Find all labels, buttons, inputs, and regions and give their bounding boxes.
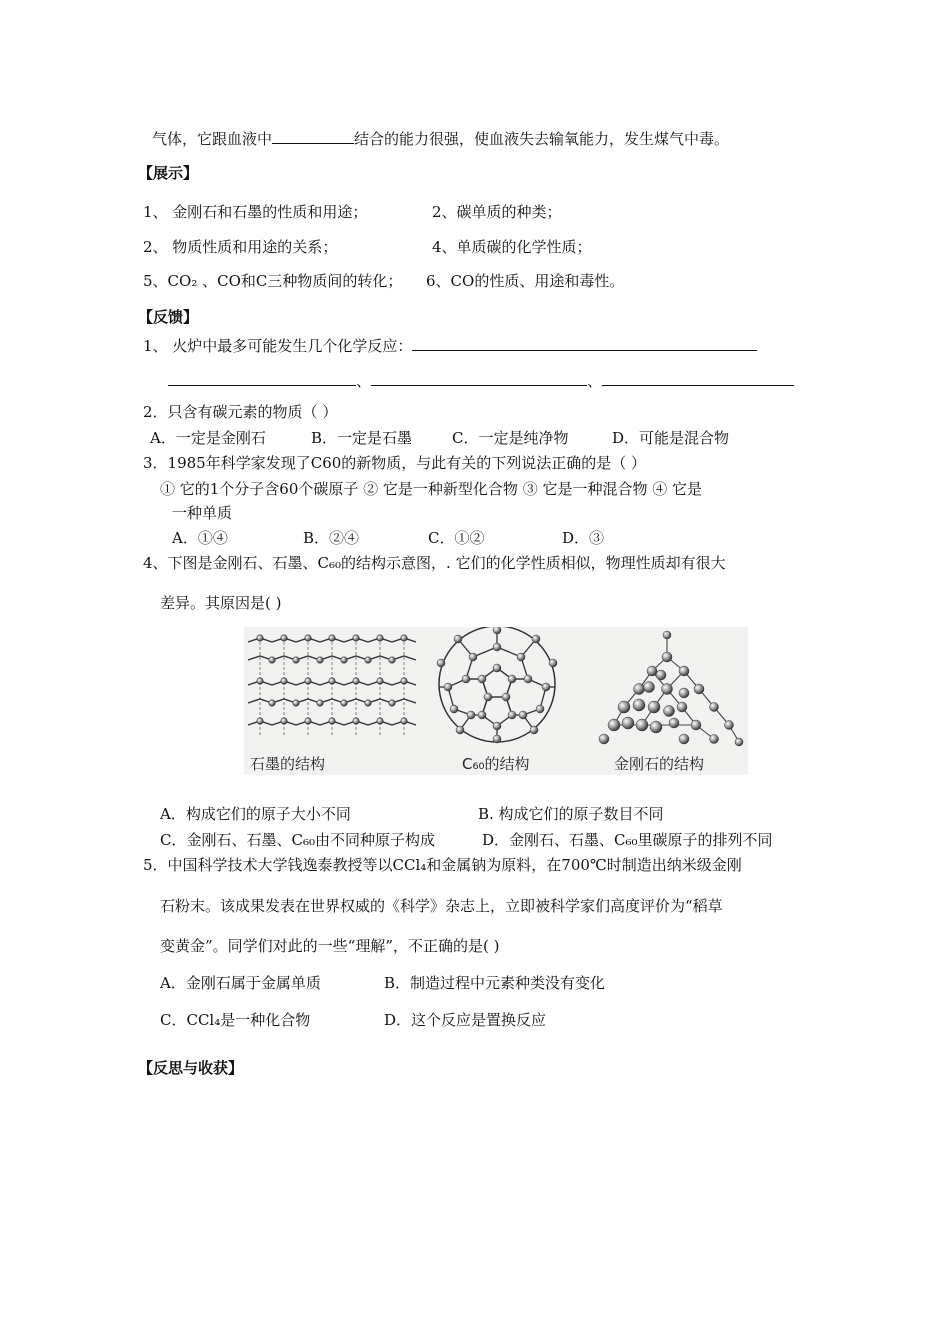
show-item-6: 6、CO的性质、用途和毒性。 <box>426 272 625 290</box>
show-item-4: 4、单质碳的化学性质； <box>432 238 592 256</box>
q2-option-b[interactable]: B．一定是石墨 <box>311 429 413 447</box>
q3-option-a[interactable]: A．①④ <box>172 529 228 547</box>
q3-statements-line1: ① 它的1个分子含60个碳原子 ② 它是一种新型化合物 ③ 它是一种混合物 ④ 它是 <box>160 480 703 498</box>
show-item-5: 5、CO₂ 、CO和C三种物质间的转化； <box>143 272 403 290</box>
q5-option-c[interactable]: C．CCl₄是一种化合物 <box>160 1011 311 1029</box>
q3-option-d[interactable]: D．③ <box>562 529 605 547</box>
q2-stem: 2．只含有碳元素的物质（ ） <box>143 403 338 421</box>
q2-option-d[interactable]: D．可能是混合物 <box>612 429 730 447</box>
q5-stem-line2: 石粉末。该成果发表在世界权威的《科学》杂志上，立即被科学家们高度评价为“稻草 <box>160 897 723 915</box>
intro-line <box>152 128 729 149</box>
q1-answer-blank-4[interactable] <box>602 370 794 386</box>
carbon-structures-figure <box>244 627 748 775</box>
q4-stem-line2: 差异。其原因是( ) <box>160 594 282 612</box>
graphite-structure-diagram <box>248 635 416 735</box>
q1-stem-line <box>143 335 757 356</box>
caption-c60: C₆₀的结构 <box>462 755 530 773</box>
intro-text-post: 结合的能力很强，使血液失去输氧能力，发生煤气中毒。 <box>354 130 730 148</box>
q3-option-b[interactable]: B．②④ <box>303 529 360 547</box>
q3-statements-line2: 一种单质 <box>172 504 233 522</box>
q1-separator: 、 <box>587 372 603 390</box>
show-item-1: 1、 金刚石和石墨的性质和用途； <box>143 203 368 221</box>
diamond-structure-diagram <box>599 631 743 746</box>
q3-option-c[interactable]: C．①② <box>428 529 485 547</box>
q2-option-a[interactable]: A．一定是金刚石 <box>150 429 266 447</box>
caption-graphite: 石墨的结构 <box>250 755 326 773</box>
show-item-3: 2、 物质性质和用途的关系； <box>143 238 338 256</box>
q5-option-b[interactable]: B．制造过程中元素种类没有变化 <box>384 974 606 992</box>
caption-diamond: 金刚石的结构 <box>614 755 705 773</box>
q2-option-c[interactable]: C．一定是纯净物 <box>452 429 569 447</box>
q4-stem-line1: 4、下图是金刚石、石墨、C₆₀的结构示意图，. 它们的化学性质相似，物理性质却有很大 <box>143 554 726 572</box>
q4-option-b[interactable]: B. 构成它们的原子数目不同 <box>478 805 664 823</box>
q1-separator: 、 <box>356 372 372 390</box>
q1-answer-blank-2[interactable] <box>168 370 356 386</box>
intro-text-pre: 气体，它跟血液中 <box>152 130 273 148</box>
q5-stem-line3: 变黄金”。同学们对此的一些“理解”，不正确的是( ) <box>160 937 500 955</box>
show-item-2: 2、碳单质的种类； <box>432 203 562 221</box>
q4-option-c[interactable]: C．金刚石、石墨、C₆₀由不同种原子构成 <box>160 831 435 849</box>
q1-blanks-line <box>168 370 794 391</box>
c60-structure-diagram <box>437 627 557 743</box>
section-heading-show: 【展示】 <box>138 164 199 182</box>
q5-stem-line1: 5．中国科学技术大学钱逸泰教授等以CCl₄和金属钠为原料，在700℃时制造出纳米级金刚 <box>143 856 742 874</box>
fill-blank[interactable] <box>272 128 354 144</box>
carbon-structures-svg <box>244 627 748 775</box>
q1-answer-blank-3[interactable] <box>371 370 587 386</box>
q1-stem: 1、 火炉中最多可能发生几个化学反应： <box>143 337 413 355</box>
section-heading-reflect: 【反思与收获】 <box>138 1059 244 1077</box>
q5-option-a[interactable]: A．金刚石属于金属单质 <box>160 974 321 992</box>
q4-option-d[interactable]: D．金刚石、石墨、C₆₀里碳原子的排列不同 <box>482 831 773 849</box>
section-heading-feedback: 【反馈】 <box>138 308 199 326</box>
q5-option-d[interactable]: D．这个反应是置换反应 <box>384 1011 547 1029</box>
q4-option-a[interactable]: A．构成它们的原子大小不同 <box>160 805 351 823</box>
q1-answer-blank-1[interactable] <box>412 335 757 351</box>
q3-stem: 3．1985年科学家发现了C60的新物质，与此有关的下列说法正确的是（ ） <box>143 454 647 472</box>
